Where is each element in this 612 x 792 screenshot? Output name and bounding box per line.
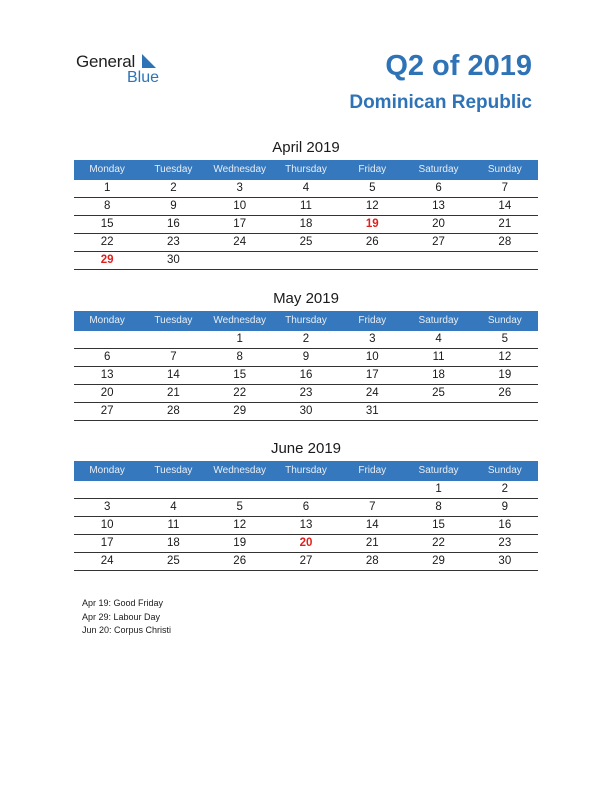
weekday-header: Monday [89,465,125,476]
week-row [74,481,538,499]
weekday-header-row [74,311,538,331]
day-cell: 19 [498,369,512,381]
weekday-header: Thursday [285,164,327,175]
month-calendar [74,438,538,571]
week-row [74,367,538,385]
day-cell: 23 [498,537,512,549]
day-cell: 8 [103,200,111,212]
day-cell: 16 [498,519,512,531]
empty-day-cell [140,481,206,498]
month-title: June 2019 [270,440,342,457]
day-cell: 22 [432,537,445,549]
day-cell: 10 [365,351,379,363]
empty-day-cell [405,252,471,269]
weekday-header: Saturday [418,465,459,476]
day-cell: 13 [299,519,313,531]
day-cell: 22 [100,236,114,248]
day-cell: 11 [300,200,312,212]
day-cell: 30 [299,405,313,417]
day-cell: 7 [369,501,376,513]
weekday-header: Monday [89,315,125,326]
day-cell: 7 [170,351,177,363]
empty-day-cell [405,403,471,420]
day-cell: 29 [100,254,114,266]
week-row [74,535,538,553]
month-title: May 2019 [273,290,339,307]
day-cell: 3 [236,182,243,194]
holiday-notes [82,597,171,638]
day-cell: 13 [432,200,445,212]
day-cell: 1 [236,333,243,345]
day-cell: 2 [170,182,177,194]
day-cell: 18 [432,369,445,381]
empty-day-cell [472,252,538,269]
weekday-header-row [74,461,538,481]
day-cell: 17 [233,218,247,230]
weekday-header: Sunday [487,164,522,175]
week-row [74,553,538,571]
day-cell: 21 [498,218,512,230]
day-cell: 9 [302,351,310,363]
day-cell: 24 [365,387,379,399]
day-cell: 27 [299,555,313,567]
day-cell: 19 [233,537,247,549]
day-cell: 23 [299,387,313,399]
empty-day-cell [339,481,405,498]
weekday-header: Monday [89,164,125,175]
day-cell: 4 [170,501,177,513]
day-cell: 18 [167,537,180,549]
empty-day-cell [207,252,273,269]
day-cell: 26 [365,236,379,248]
weekday-header: Friday [358,315,387,326]
day-cell: 25 [167,555,180,567]
logo [76,52,176,92]
day-cell: 28 [167,405,180,417]
day-cell: 15 [432,519,445,531]
day-cell: 5 [501,333,509,345]
week-row [74,252,538,270]
day-cell: 12 [365,200,379,212]
page-title: Q2 of 2019 [385,50,532,82]
day-cell: 13 [100,369,114,381]
day-cell: 5 [236,501,243,513]
day-cell: 12 [498,351,512,363]
day-cell: 10 [233,200,247,212]
day-cell: 11 [167,519,180,531]
empty-day-cell [74,481,140,498]
empty-day-cell [207,481,273,498]
week-row [74,198,538,216]
weekday-header-row [74,160,538,180]
week-row [74,499,538,517]
day-cell: 11 [432,351,445,363]
day-cell: 22 [233,387,247,399]
day-cell: 21 [167,387,180,399]
day-cell: 17 [100,537,114,549]
day-cell: 6 [302,501,310,513]
day-cell: 12 [233,519,247,531]
country-name: Dominican Republic [349,92,532,113]
weekday-header: Wednesday [213,315,267,326]
day-cell: 24 [233,236,247,248]
empty-day-cell [472,403,538,420]
day-cell: 6 [435,182,442,194]
day-cell: 9 [170,200,177,212]
day-cell: 20 [299,537,313,549]
day-cell: 1 [435,483,442,495]
logo-text-blue: Blue [127,69,160,86]
empty-day-cell [140,331,206,348]
day-cell: 4 [302,182,310,194]
day-cell: 28 [365,555,379,567]
empty-day-cell [74,331,140,348]
day-cell: 18 [299,218,313,230]
empty-day-cell [273,252,339,269]
day-cell: 25 [432,387,445,399]
day-cell: 10 [100,519,114,531]
day-cell: 15 [233,369,247,381]
weekday-header: Sunday [487,465,522,476]
day-cell: 7 [501,182,509,194]
weekday-header: Saturday [418,315,459,326]
holiday-note: Apr 19: Good Friday [82,598,164,608]
day-cell: 14 [365,519,379,531]
day-cell: 29 [432,555,445,567]
day-cell: 1 [103,182,111,194]
day-cell: 14 [498,200,512,212]
day-cell: 21 [365,537,379,549]
day-cell: 28 [498,236,512,248]
holiday-note: Jun 20: Corpus Christi [82,625,172,635]
day-cell: 19 [365,218,379,230]
month-title: April 2019 [272,139,340,156]
week-row [74,403,538,421]
day-cell: 16 [167,218,180,230]
weekday-header: Sunday [487,315,522,326]
day-cell: 4 [435,333,442,345]
weekday-header: Thursday [285,315,327,326]
weekday-header: Thursday [285,465,327,476]
day-cell: 26 [233,555,247,567]
day-cell: 24 [100,555,114,567]
day-cell: 15 [100,218,114,230]
week-row [74,349,538,367]
holiday-note: Apr 29: Labour Day [82,611,161,622]
day-cell: 6 [103,351,111,363]
day-cell: 3 [103,501,111,513]
day-cell: 30 [167,254,180,266]
day-cell: 30 [498,555,512,567]
day-cell: 25 [299,236,313,248]
day-cell: 20 [100,387,114,399]
day-cell: 8 [435,501,442,513]
weekday-header: Saturday [418,164,459,175]
day-cell: 29 [233,405,247,417]
week-row [74,331,538,349]
day-cell: 27 [100,405,114,417]
weekday-header: Tuesday [154,164,193,175]
week-row [74,216,538,234]
day-cell: 5 [369,182,376,194]
weekday-header: Wednesday [213,164,267,175]
month-calendar [74,288,538,421]
week-row [74,180,538,198]
day-cell: 3 [369,333,376,345]
week-row [74,234,538,252]
weekday-header: Friday [358,465,387,476]
week-row [74,385,538,403]
day-cell: 23 [167,236,180,248]
logo-text-general: General [76,52,136,71]
weekday-header: Friday [358,164,387,175]
empty-day-cell [339,252,405,269]
weekday-header: Tuesday [154,465,193,476]
empty-day-cell [273,481,339,498]
day-cell: 20 [432,218,445,230]
day-cell: 9 [501,501,509,513]
day-cell: 17 [365,369,379,381]
day-cell: 14 [167,369,180,381]
day-cell: 31 [365,405,379,417]
weekday-header: Tuesday [154,315,193,326]
month-calendar [74,137,538,270]
day-cell: 26 [498,387,512,399]
day-cell: 16 [299,369,313,381]
weekday-header: Wednesday [213,465,267,476]
week-row [74,517,538,535]
logo-triangle-icon [142,54,156,68]
day-cell: 27 [432,236,445,248]
day-cell: 8 [236,351,243,363]
day-cell: 2 [501,483,509,495]
day-cell: 2 [302,333,310,345]
